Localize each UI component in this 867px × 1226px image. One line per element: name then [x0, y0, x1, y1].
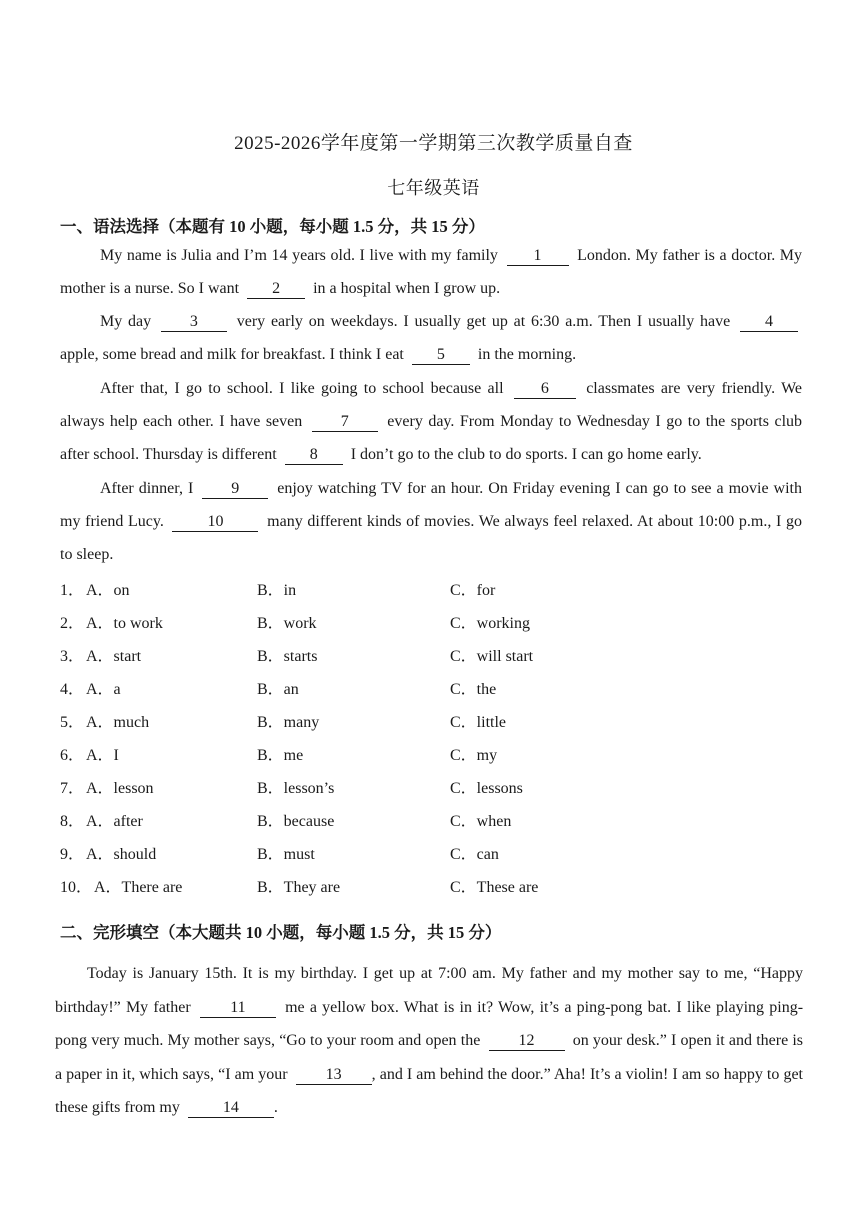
option-a[interactable]: 10． A．There are: [60, 879, 183, 896]
text: , and I am behind the door.” Aha! It’s a violin! I am so happy to get these gifts from my: [55, 1065, 804, 1116]
blank-7[interactable]: 7: [312, 413, 378, 432]
option-row: [60, 775, 820, 799]
text: every day. From Monday to Wednesday I go to the sports club after school. Thursday is different: [60, 413, 803, 464]
option-a[interactable]: 3． A．start: [60, 648, 142, 665]
option-a[interactable]: 7． A．lesson: [60, 780, 154, 797]
text: on your desk.” I open it and there is a paper in it, which says, “I am your: [55, 1032, 804, 1083]
option-b[interactable]: B．work: [257, 615, 317, 632]
text: in a hospital when I grow up.: [313, 280, 501, 298]
option-a[interactable]: 5． A．much: [60, 714, 150, 731]
option-c[interactable]: C．when: [450, 813, 512, 830]
blank-1[interactable]: 1: [507, 247, 569, 266]
option-a[interactable]: 2． A．to work: [60, 615, 163, 632]
text: many different kinds of movies. We always feel relaxed. At about 10:00 p.m., I go to sleep.: [60, 513, 803, 564]
text: enjoy watching TV for an hour. On Friday evening I can go to see a movie with my friend Lucy.: [60, 480, 802, 531]
paragraph-3: [60, 372, 802, 472]
option-c[interactable]: C．the: [450, 681, 497, 698]
paragraph-2: [60, 305, 802, 371]
option-row: [60, 841, 820, 865]
option-row: [60, 874, 820, 898]
option-b[interactable]: B．in: [257, 582, 297, 599]
option-b[interactable]: B．They are: [257, 879, 341, 896]
section-heading-grammar: 一、语法选择（本题有 10 小题，每小题 1.5 分，共 15 分）: [60, 217, 485, 236]
blank-5[interactable]: 5: [412, 346, 470, 365]
blank-14[interactable]: 14: [188, 1099, 274, 1118]
text: apple, some bread and milk for breakfast. I think I eat: [60, 346, 404, 364]
option-b[interactable]: B．many: [257, 714, 320, 731]
text: classmates are very friendly. We always help each other. I have seven: [60, 380, 803, 431]
blank-8[interactable]: 8: [285, 446, 343, 465]
option-c[interactable]: C．for: [450, 582, 496, 599]
option-row: [60, 742, 820, 766]
blank-4[interactable]: 4: [740, 313, 798, 332]
blank-13[interactable]: 13: [296, 1066, 372, 1085]
text: I don’t go to the club to do sports. I can go home early.: [350, 446, 702, 464]
option-b[interactable]: B．must: [257, 846, 315, 863]
text: very early on weekdays. I usually get up at 6:30 a.m. Then I usually have: [236, 313, 731, 330]
option-c[interactable]: C．will start: [450, 648, 534, 665]
option-b[interactable]: B．starts: [257, 648, 318, 665]
option-b[interactable]: B．an: [257, 681, 299, 698]
text: My day: [100, 313, 152, 330]
option-row: [60, 676, 820, 700]
option-b[interactable]: B．lesson’s: [257, 780, 335, 797]
text: After dinner, I: [100, 480, 194, 497]
exam-title: 2025-2026学年度第一学期第三次教学质量自查: [234, 133, 633, 154]
option-a[interactable]: 1． A．on: [60, 582, 130, 599]
option-row: [60, 643, 820, 667]
option-c[interactable]: C．These are: [450, 879, 539, 896]
text: Today is January 15th. It is my birthday. I get up at 7:00 am. My father and my mother say to me, “Happy birthday!” My father: [55, 965, 803, 1016]
option-row: [60, 577, 820, 601]
blank-2[interactable]: 2: [247, 280, 305, 299]
blank-10[interactable]: 10: [172, 513, 258, 532]
option-a[interactable]: 4． A．a: [60, 681, 121, 698]
option-a[interactable]: 8． A．after: [60, 813, 143, 830]
section-heading-cloze: 二、完形填空（本大题共 10 小题，每小题 1.5 分，共 15 分）: [60, 923, 502, 942]
paragraph-cloze: [55, 957, 803, 1125]
option-c[interactable]: C．working: [450, 615, 531, 632]
text: My name is Julia and I’m 14 years old. I live with my family: [100, 247, 498, 264]
blank-3[interactable]: 3: [161, 313, 227, 332]
blank-11[interactable]: 11: [200, 999, 276, 1018]
option-b[interactable]: B．because: [257, 813, 335, 830]
text: in the morning.: [477, 346, 577, 364]
paragraph-4: [60, 472, 802, 572]
option-row: [60, 808, 820, 832]
option-c[interactable]: C．my: [450, 747, 498, 764]
text: me a yellow box. What is in it? Wow, it’s a ping-pong bat. I like playing ping-pong very much. My mother says, “Go to your room and open the: [55, 998, 804, 1049]
option-c[interactable]: C．lessons: [450, 780, 523, 797]
blank-9[interactable]: 9: [202, 480, 268, 499]
text: After that, I go to school. I like going to school because all: [100, 380, 504, 397]
option-c[interactable]: C．can: [450, 846, 499, 863]
option-a[interactable]: 6． A．I: [60, 747, 119, 764]
option-c[interactable]: C．little: [450, 714, 507, 731]
blank-6[interactable]: 6: [514, 380, 576, 399]
option-b[interactable]: B．me: [257, 747, 304, 764]
blank-12[interactable]: 12: [489, 1032, 565, 1051]
option-a[interactable]: 9． A．should: [60, 846, 157, 863]
text: London. My father is a doctor. My mother is a nurse. So I want: [60, 247, 803, 298]
option-row: [60, 709, 820, 733]
option-row: [60, 610, 820, 634]
paragraph-1: [60, 239, 802, 305]
text: .: [273, 1099, 278, 1116]
exam-subtitle: 七年级英语: [387, 178, 480, 198]
